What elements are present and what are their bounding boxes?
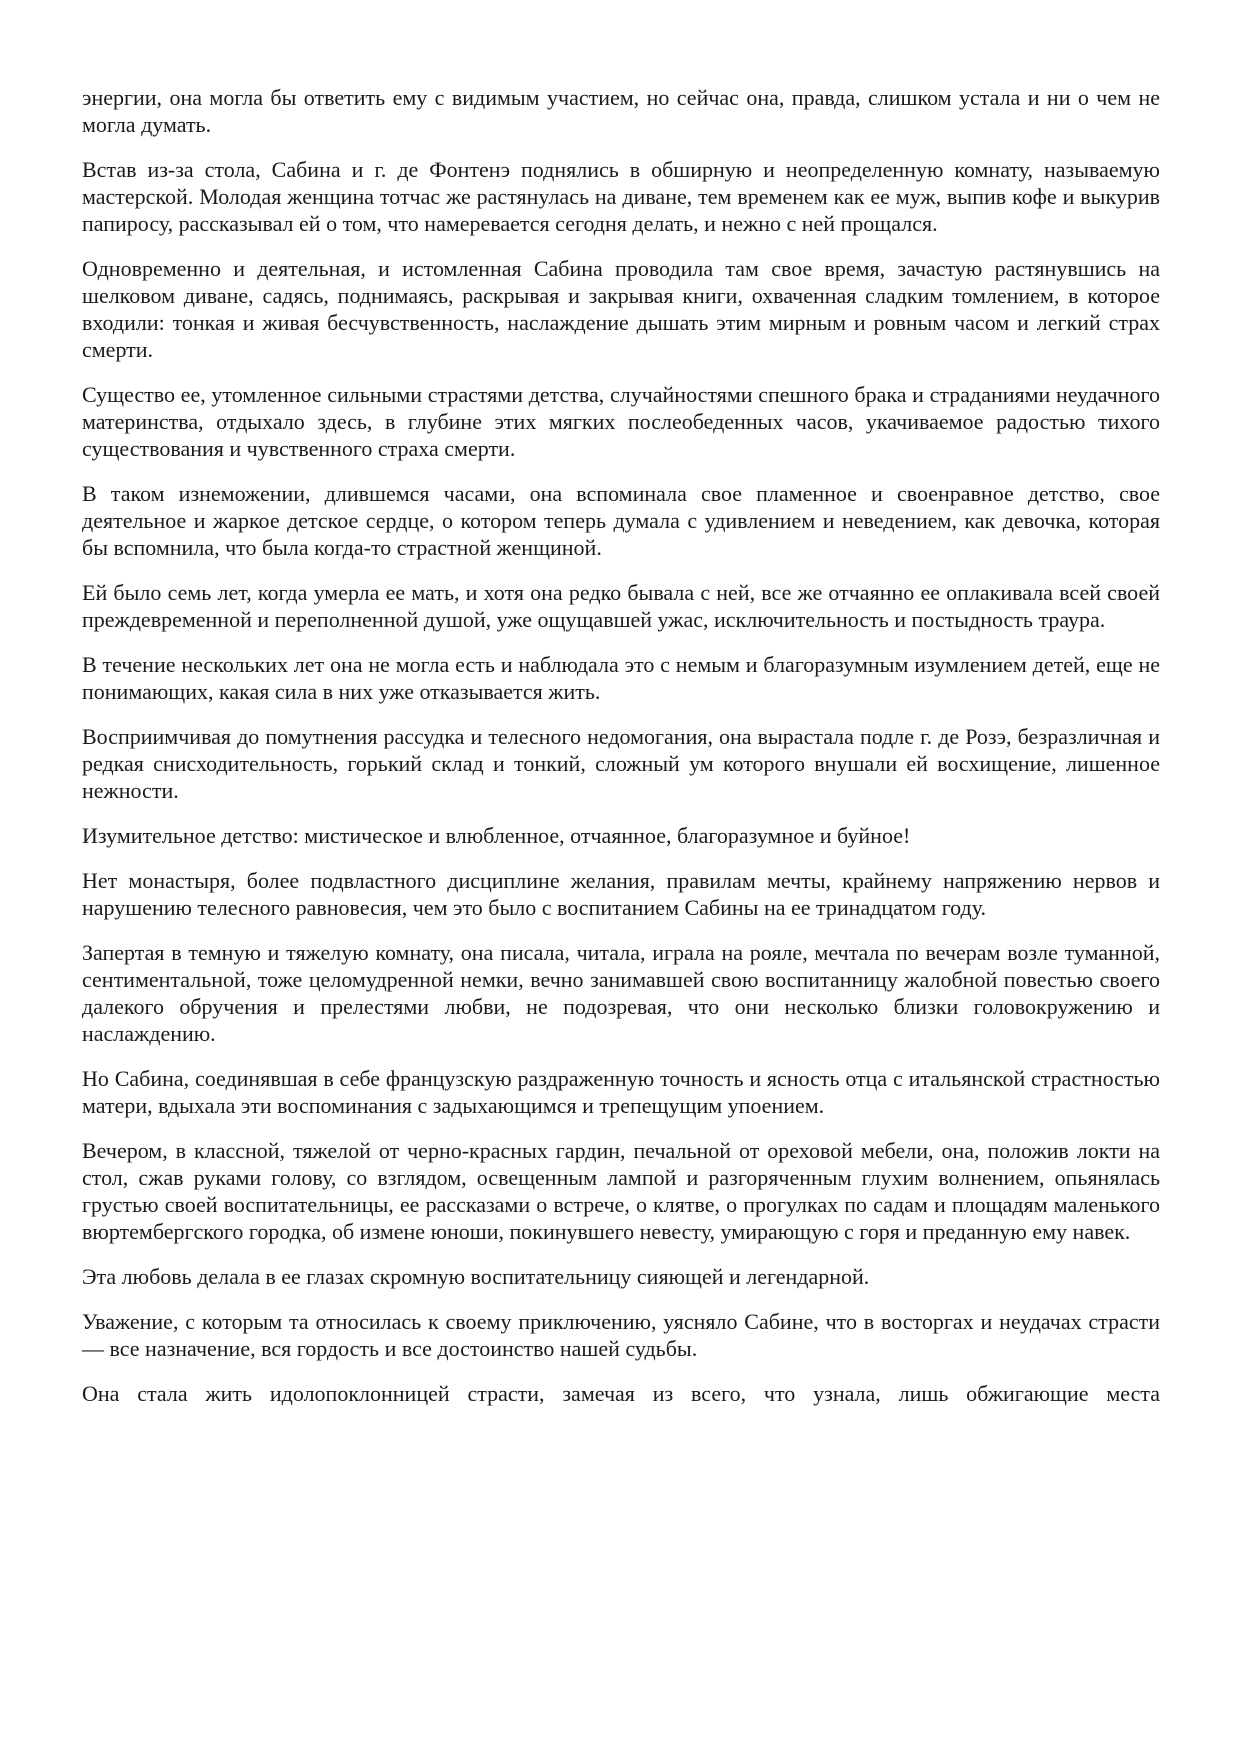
paragraph: Изумительное детство: мистическое и влюбленное, отчаянное, благоразумное и буйное! bbox=[82, 823, 911, 848]
paragraph: Существо ее, утомленное сильными страстями детства, случайностями спешного брака и страданиями неудачного материнства, отдыхало здесь, в глубине этих мягких послеобеденных часов, укачиваемое радостью тихого существования и чувственного страха смерти. bbox=[82, 382, 1160, 461]
paragraph: Уважение, с которым та относилась к своему приключению, уясняло Сабине, что в восторгах и неудачах страсти — все назначение, вся гордость и все достоинство нашей судьбы. bbox=[82, 1309, 1160, 1361]
paragraph: Но Сабина, соединявшая в себе французскую раздраженную точность и ясность отца с итальянской страстностью матери, вдыхала эти воспоминания с задыхающимся и трепещущим упоением. bbox=[82, 1066, 1160, 1118]
paragraph: Эта любовь делала в ее глазах скромную воспитательницу сияющей и легендарной. bbox=[82, 1264, 870, 1289]
document-page bbox=[82, 84, 1160, 1425]
paragraph: Она стала жить идолопоклонницей страсти, замечая из всего, что узнала, лишь обжигающие места bbox=[82, 1381, 1160, 1406]
paragraph: Нет монастыря, более подвластного дисциплине желания, правилам мечты, крайнему напряжению нервов и нарушению телесного равновесия, чем это было с воспитанием Сабины на ее тринадцатом году. bbox=[82, 868, 1160, 920]
paragraph: В таком изнеможении, длившемся часами, она вспоминала свое пламенное и своенравное детство, свое деятельное и жаркое детское сердце, о котором теперь думала с удивлением и неведением, как девочка, которая бы вспомнила, что была когда-то страстной женщиной. bbox=[82, 481, 1160, 560]
paragraph: Одновременно и деятельная, и истомленная Сабина проводила там свое время, зачастую растянувшись на шелковом диване, садясь, поднимаясь, раскрывая и закрывая книги, охваченная сладким томлением, в которое входили: тонкая и живая бесчувственность, наслаждение дышать этим мирным и ровным часом и легкий страх смерти. bbox=[82, 256, 1160, 362]
paragraph: Вечером, в классной, тяжелой от черно-красных гардин, печальной от ореховой мебели, она, положив локти на стол, сжав руками голову, со взглядом, освещенным лампой и разгоряченным глухим волнением, опьянялась грустью своей воспитательницы, ее рассказами о встрече, о клятве, о прогулках по садам и площадям маленького вюртембергского городка, об измене юноши, покинувшего невесту, умирающую с горя и преданную ему навек. bbox=[82, 1138, 1160, 1244]
paragraph: Запертая в темную и тяжелую комнату, она писала, читала, играла на рояле, мечтала по вечерам возле туманной, сентиментальной, тоже целомудренной немки, вечно занимавшей свою воспитанницу жалобной повестью своего далекого обручения и прелестями любви, не подозревая, что они несколько близки головокружению и наслаждению. bbox=[82, 940, 1160, 1046]
paragraph: В течение нескольких лет она не могла есть и наблюдала это с немым и благоразумным изумлением детей, еще не понимающих, какая сила в них уже отказывается жить. bbox=[82, 652, 1160, 704]
paragraph: Ей было семь лет, когда умерла ее мать, и хотя она редко бывала с ней, все же отчаянно ее оплакивала всей своей преждевременной и переполненной душой, уже ощущавшей ужас, исключительность и постыдность траура. bbox=[82, 580, 1160, 632]
paragraph: Встав из-за стола, Сабина и г. де Фонтенэ поднялись в обширную и неопределенную комнату, называемую мастерской. Молодая женщина тотчас же растянулась на диване, тем временем как ее муж, выпив кофе и выкурив папиросу, рассказывал ей о том, что намеревается сегодня делать, и нежно с ней прощался. bbox=[82, 157, 1160, 236]
paragraph: энергии, она могла бы ответить ему с видимым участием, но сейчас она, правда, слишком устала и ни о чем не могла думать. bbox=[82, 85, 1160, 137]
paragraph: Восприимчивая до помутнения рассудка и телесного недомогания, она вырастала подле г. де Розэ, безразличная и редкая снисходительность, горький склад и тонкий, сложный ум которого внушали ей восхищение, лишенное нежности. bbox=[82, 724, 1160, 803]
